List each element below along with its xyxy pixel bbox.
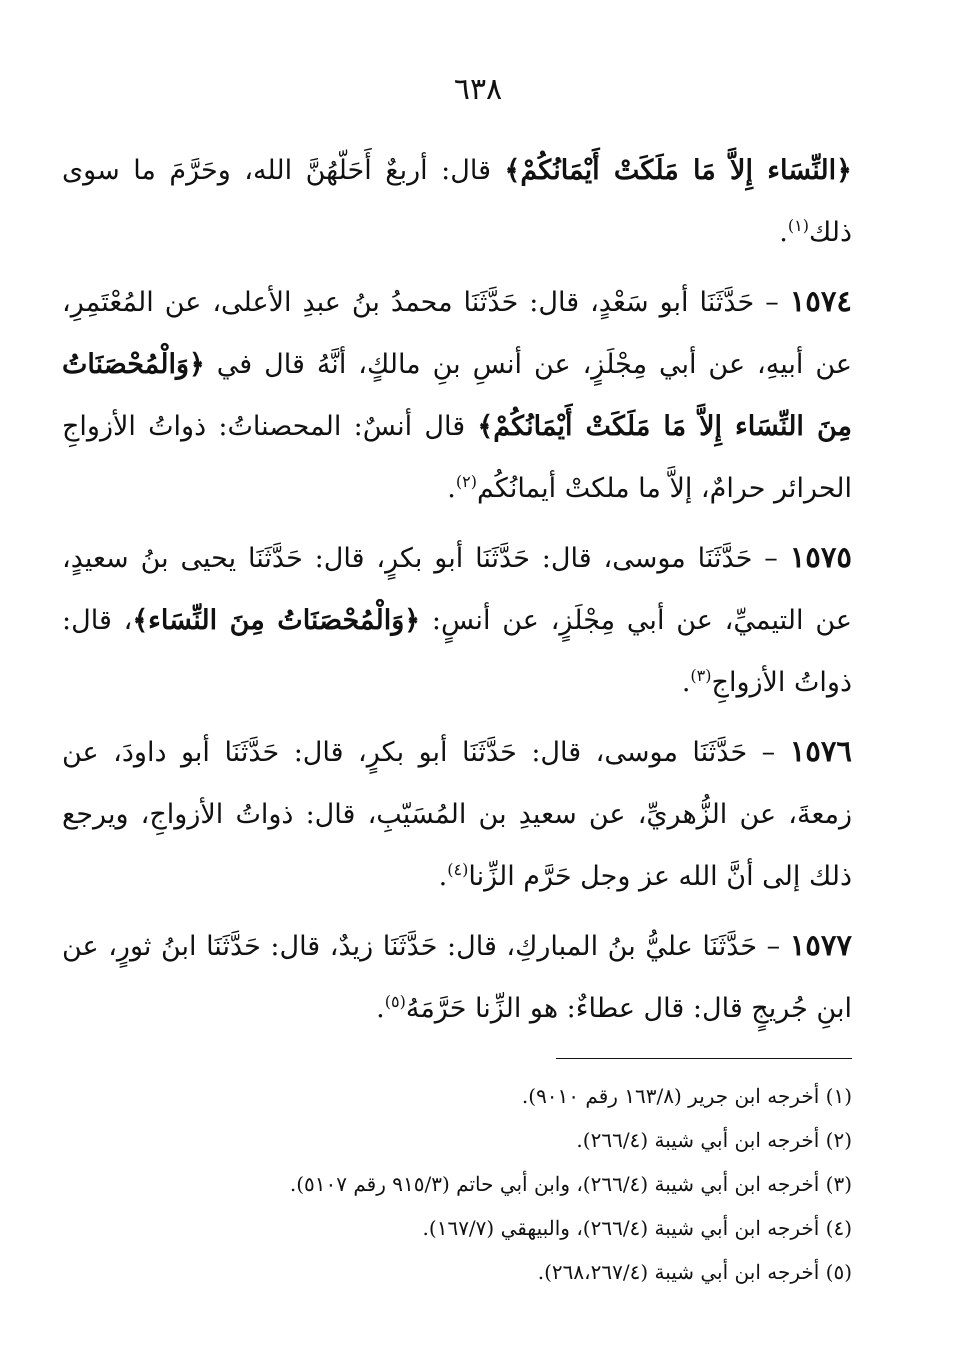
footnote-5: (٥) أخرجه ابن أبي شيبة (٢٦٨،٢٦٧/٤).	[537, 1260, 852, 1284]
hadith-text: – حَدَّثَنَا عليُّ بنُ المباركِ، قال: حَدَّثَنَا زيدٌ، قال: حَدَّثَنَا ابنُ ثورٍ، عن ابنِ جُريجٍ قال: قال عطاءٌ: هو الزِّنا حَرَّمَهُ	[62, 931, 852, 1024]
quran-verse: ﴿النِّسَاء إِلاَّ مَا مَلَكَتْ أَيْمَانُكُمْ﴾	[504, 155, 852, 186]
paragraph-end: .	[779, 217, 788, 248]
quran-verse: ﴿وَالْمُحْصَنَاتُ مِنَ النِّسَاء إِلاَّ مَا مَلَكَتْ أَيْمَانُكُمْ﴾	[62, 349, 852, 442]
hadith-text: – حَدَّثَنَا موسى، قال: حَدَّثَنَا أبو بكرٍ، قال: حَدَّثَنَا أبو داودَ، عن زمعةَ، عن الزُّهريِّ، عن سعيدِ بن المُسَيّبِ، قال: ذواتُ الأزواجِ، ويرجع ذلك إلى أنَّ الله عز وجل حَرَّم الزِّنا	[62, 737, 852, 892]
footnote-ref: (١)	[787, 216, 809, 235]
hadith-number: ١٥٧٦	[789, 734, 852, 768]
page-number: ٦٣٨	[453, 72, 503, 107]
hadith-text: – حَدَّثَنَا أبو سَعْدٍ، قال: حَدَّثَنَا محمدُ بنُ عبدِ الأعلى، عن المُعْتَمِرِ، عن أبيهِ، عن أبي مِجْلَزٍ، عن أنسِ بنِ مالكٍ، أنَّهُ قال في	[62, 287, 852, 380]
footnote-ref: (٥)	[384, 992, 406, 1011]
footnote-ref: (٣)	[690, 666, 712, 685]
paragraph-end: .	[376, 993, 385, 1024]
hadith-number: ١٥٧٥	[789, 540, 852, 574]
continuation-paragraph	[62, 140, 852, 264]
hadith-1577	[62, 914, 852, 1040]
footnote-ref: (٢)	[455, 472, 477, 491]
quran-verse: ﴿وَالْمُحْصَنَاتُ مِنَ النِّسَاء﴾	[132, 605, 421, 636]
hadith-number: ١٥٧٧	[789, 928, 852, 962]
footnote-2: (٢) أخرجه ابن أبي شيبة (٢٦٦/٤).	[576, 1128, 852, 1152]
footnote-3: (٣) أخرجه ابن أبي شيبة (٢٦٦/٤)، وابن أبي حاتم (٩١٥/٣ رقم ٥١٠٧).	[289, 1172, 852, 1196]
hadith-1574	[62, 270, 852, 520]
hadith-number: ١٥٧٤	[789, 284, 852, 318]
hadith-text: – حَدَّثَنَا موسى، قال: حَدَّثَنَا أبو بكرٍ، قال: حَدَّثَنَا يحيى بنُ سعيدٍ، عن التيميِّ، عن أبي مِجْلَزٍ، عن أنسٍ:	[62, 543, 852, 636]
hadith-text-continued: قال أنسٌ: المحصناتُ: ذواتُ الأزواجِ الحرائر حرامٌ، إلاَّ ما ملكتْ أيمانُكُم	[62, 411, 852, 504]
hadith-1576	[62, 720, 852, 908]
footnote-1: (١) أخرجه ابن جرير (١٦٣/٨ رقم ٩٠١٠).	[521, 1084, 852, 1108]
main-text	[62, 140, 852, 1046]
paragraph-end: .	[438, 861, 448, 892]
footnote-ref: (٤)	[447, 860, 469, 879]
paragraph-text: قال: أربعٌ أَحَلّهُنَّ الله، وحَرَّمَ ما سوى ذلك	[62, 155, 852, 248]
paragraph-end: .	[447, 473, 456, 504]
paragraph-end: .	[681, 667, 691, 698]
hadith-1575	[62, 526, 852, 714]
footnote-divider	[556, 1058, 852, 1059]
hadith-text-continued: ، قال: ذواتُ الأزواجِ	[62, 605, 852, 698]
footnote-4: (٤) أخرجه ابن أبي شيبة (٢٦٦/٤)، والبيهقي (١٦٧/٧).	[422, 1216, 852, 1240]
footnotes	[62, 1074, 852, 1294]
